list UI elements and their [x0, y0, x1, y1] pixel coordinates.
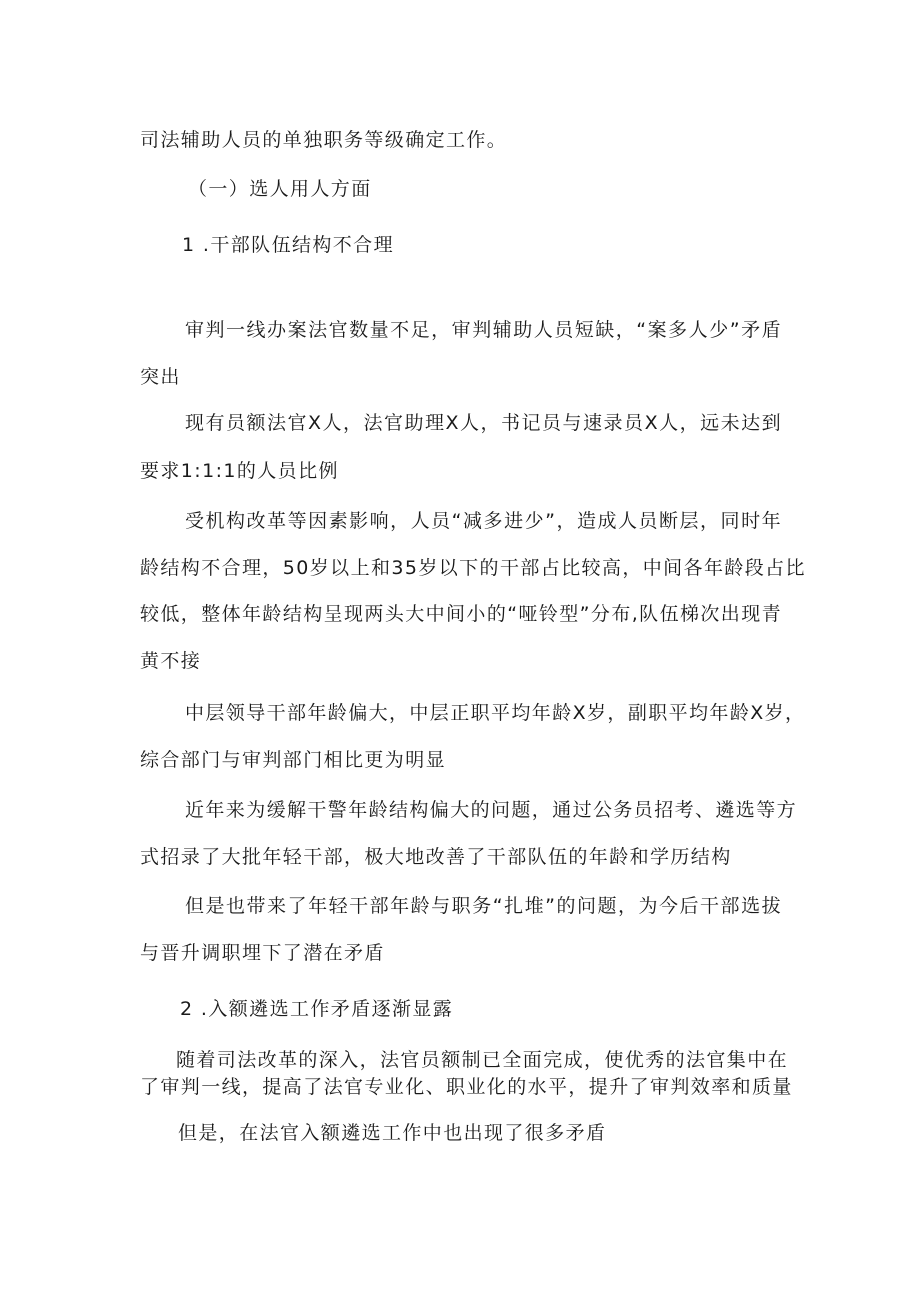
paragraph-line: 与晋升调职埋下了潜在矛盾 — [140, 942, 385, 964]
paragraph-line: 黄不接 — [140, 650, 202, 672]
paragraph-line: 突出 — [140, 366, 181, 388]
paragraph-line: 近年来为缓解干警年龄结构偏大的问题，通过公务员招考、遴选等方 — [185, 799, 798, 821]
paragraph-line: 要求1:1:1的人员比例 — [140, 460, 339, 482]
paragraph-line: 但是，在法官入额遴选工作中也出现了很多矛盾 — [178, 1122, 607, 1144]
subsection-heading: 2 .入额遴选工作矛盾逐渐显露 — [180, 998, 454, 1020]
paragraph-line: 中层领导干部年龄偏大，中层正职平均年龄X岁，副职平均年龄X岁， — [185, 702, 806, 724]
paragraph-line: 龄结构不合理，50岁以上和35岁以下的干部占比较高，中间各年龄段占比 — [140, 557, 806, 579]
paragraph-line: 了审判一线，提高了法官专业化、职业化的水平，提升了审判效率和质量 — [140, 1076, 793, 1098]
paragraph-line: 但是也带来了年轻干部年龄与职务“扎堆”的问题，为今后干部选拔 — [185, 895, 782, 917]
paragraph-line: 司法辅助人员的单独职务等级确定工作。 — [140, 129, 508, 151]
paragraph-line: 随着司法改革的深入，法官员额制已全面完成，使优秀的法官集中在 — [176, 1049, 789, 1071]
paragraph-line: 现有员额法官X人，法官助理X人，书记员与速录员X人，远未达到 — [185, 412, 782, 434]
paragraph-line: 较低，整体年龄结构呈现两头大中间小的“哑铃型”分布,队伍梯次出现青 — [140, 603, 782, 625]
paragraph-line: 综合部门与审判部门相比更为明显 — [140, 749, 447, 771]
paragraph-line: 受机构改革等因素影响，人员“减多进少”，造成人员断层，同时年 — [185, 510, 782, 532]
paragraph-line: 式招录了大批年轻干部，极大地改善了干部队伍的年龄和学历结构 — [140, 846, 732, 868]
subsection-heading: 1 .干部队伍结构不合理 — [182, 234, 394, 256]
paragraph-line: 审判一线办案法官数量不足，审判辅助人员短缺，“案多人少”矛盾 — [185, 319, 782, 341]
section-heading: （一）选人用人方面 — [188, 178, 372, 200]
